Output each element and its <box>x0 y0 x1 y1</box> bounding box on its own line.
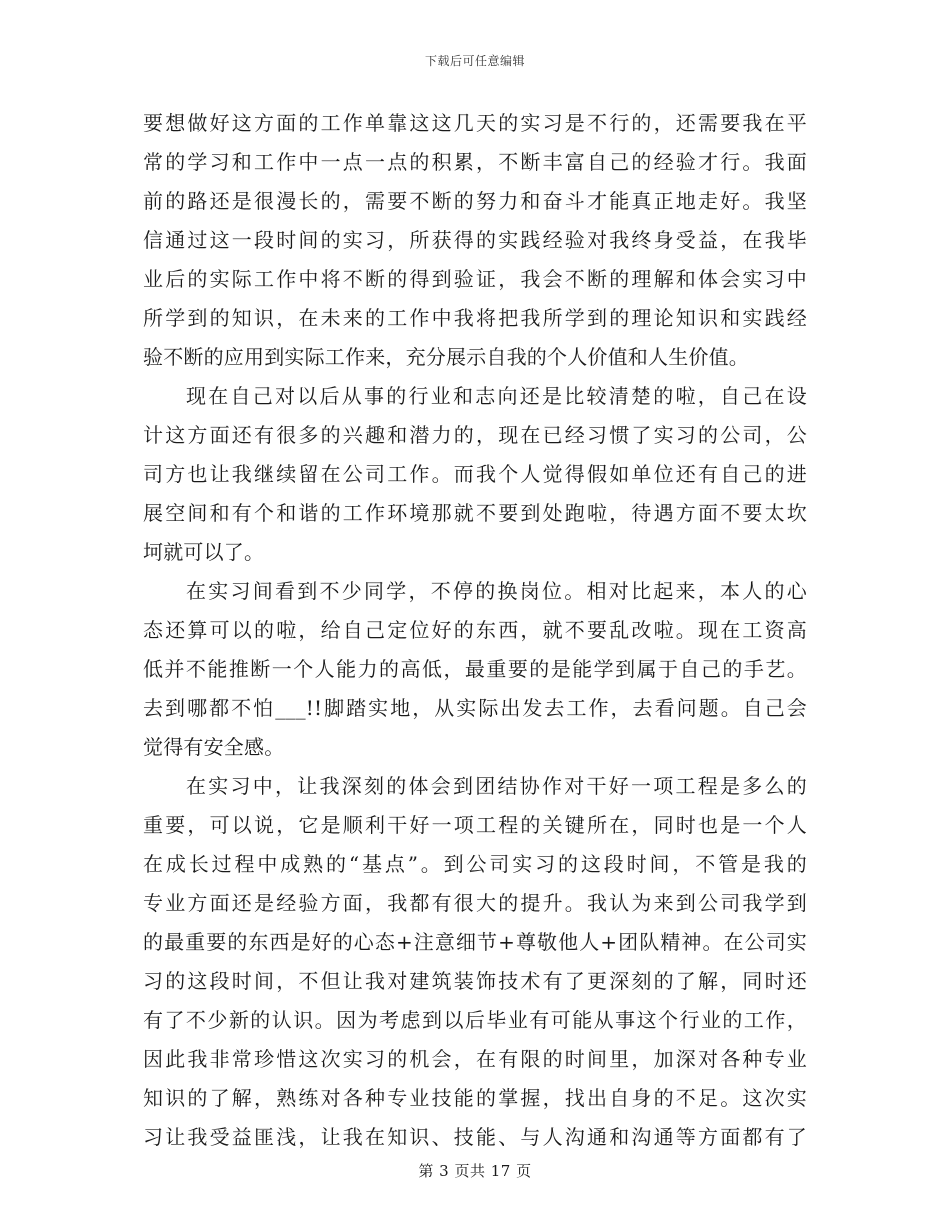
text-line: 司方也让我继续留在公司工作。而我个人觉得假如单位还有自己的进 <box>143 462 807 486</box>
text-line: 有了不少新的认识。因为考虑到以后毕业有可能从事这个行业的工作， <box>143 1008 807 1032</box>
text-line: 专业方面还是经验方面，我都有很大的提升。我认为来到公司我学到 <box>143 891 807 915</box>
paragraph-3 <box>143 572 807 767</box>
text-line: 坷就可以了。 <box>143 540 265 564</box>
text-line: 验不断的应用到实际工作来，充分展示自我的个人价值和人生价值。 <box>143 345 749 369</box>
text-line: 习的这段时间，不但让我对建筑装饰技术有了更深刻的了解，同时还 <box>143 969 807 993</box>
text-line: 态还算可以的啦，给自己定位好的东西，就不要乱改啦。现在工资高 <box>143 618 807 642</box>
text-line: 因此我非常珍惜这次实习的机会，在有限的时间里，加深对各种专业 <box>143 1047 807 1071</box>
text-line: 所学到的知识，在未来的工作中我将把我所学到的理论知识和实践经 <box>143 306 807 330</box>
page-header: 下载后可任意编辑 <box>424 54 525 68</box>
text-line: 在成长过程中成熟的“基点”。到公司实习的这段时间，不管是我的 <box>143 852 807 876</box>
text-line: 信通过这一段时间的实习，所获得的实践经验对我终身受益，在我毕 <box>143 228 807 252</box>
text-line: 习让我受益匪浅，让我在知识、技能、与人沟通和沟通等方面都有了 <box>143 1125 807 1149</box>
text-line: 在实习中，让我深刻的体会到团结协作对干好一项工程是多么的 <box>186 774 807 798</box>
text-line: 去到哪都不怕___!!脚踏实地，从实际出发去工作，去看问题。自己会 <box>143 696 807 720</box>
text-line: 现在自己对以后从事的行业和志向还是比较清楚的啦，自己在设 <box>186 384 807 408</box>
text-line: 重要，可以说，它是顺利干好一项工程的关键所在，同时也是一个人 <box>143 813 807 837</box>
text-line: 觉得有安全感。 <box>143 735 285 759</box>
text-line: 常的学习和工作中一点一点的积累，不断丰富自己的经验才行。我面 <box>143 150 807 174</box>
text-line: 的最重要的东西是好的心态+注意细节+尊敬他人+团队精神。在公司实 <box>143 930 807 954</box>
page-footer: 第 3 页共 17 页 <box>418 1162 532 1180</box>
text-line: 展空间和有个和谐的工作环境那就不要到处跑啦，待遇方面不要太坎 <box>143 501 807 525</box>
paragraph-2 <box>143 377 807 572</box>
text-line: 计这方面还有很多的兴趣和潜力的，现在已经习惯了实习的公司，公 <box>143 423 807 447</box>
text-line: 前的路还是很漫长的，需要不断的努力和奋斗才能真正地走好。我坚 <box>143 189 807 213</box>
paragraph-1 <box>143 104 807 377</box>
text-line: 在实习间看到不少同学，不停的换岗位。相对比起来，本人的心 <box>186 579 807 603</box>
text-line: 知识的了解，熟练对各种专业技能的掌握，找出自身的不足。这次实 <box>143 1086 807 1110</box>
paragraph-4 <box>143 767 807 1157</box>
body-text <box>143 104 807 1157</box>
text-line: 低并不能推断一个人能力的高低，最重要的是能学到属于自己的手艺。 <box>143 657 807 681</box>
text-line: 要想做好这方面的工作单靠这这几天的实习是不行的，还需要我在平 <box>143 111 807 135</box>
text-line: 业后的实际工作中将不断的得到验证，我会不断的理解和体会实习中 <box>143 267 807 291</box>
